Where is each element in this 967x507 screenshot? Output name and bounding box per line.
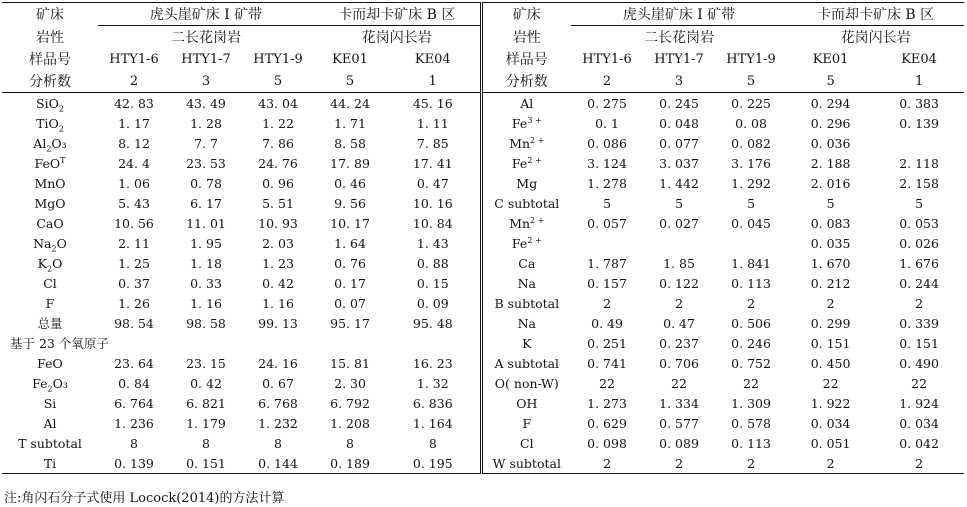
oxide-value: 8 — [274, 435, 282, 451]
oxide-value: 1. 236 — [114, 415, 154, 431]
oxide-value: 10. 84 — [386, 213, 481, 233]
oxide-label: Cl — [43, 275, 57, 291]
analysis-count: 5 — [242, 70, 314, 93]
cation-value: 3. 176 — [731, 155, 771, 171]
cation-value: 1. 922 — [810, 395, 851, 411]
oxide-value: 24. 4 — [118, 155, 150, 171]
cation-value: 0. 450 — [810, 355, 851, 371]
oxide-value: 0. 78 — [190, 175, 222, 191]
section-label: 基于 23 个氧原子 — [2, 333, 481, 353]
oxide-value: 8 — [202, 435, 210, 451]
cation-value: 3. 037 — [659, 155, 699, 171]
cation-label: A subtotal — [494, 355, 560, 371]
oxide-value: 0. 15 — [386, 273, 481, 293]
cation-value: 0. 122 — [659, 275, 699, 291]
cation-value: 0. 629 — [587, 415, 627, 431]
cation-value: 0. 47 — [663, 315, 695, 331]
sample-id: KE01 — [332, 51, 368, 67]
oxide-label: CaO — [36, 215, 64, 231]
oxide-value: 5. 51 — [262, 195, 294, 211]
row-label-sample: 样品号 — [29, 52, 71, 68]
cation-value: 0. 237 — [659, 335, 699, 351]
table-row — [2, 393, 964, 413]
cation-value: 0. 083 — [810, 215, 851, 231]
sample-id: HTY1-7 — [181, 51, 231, 67]
cation-value: 1. 442 — [659, 175, 699, 191]
cation-value — [643, 233, 715, 253]
row-label-lithology: 岩性 — [36, 29, 64, 46]
oxide-value: 8 — [386, 433, 481, 453]
cation-value: 0. 49 — [591, 315, 623, 331]
table-row — [2, 113, 964, 133]
cation-value: 1. 85 — [663, 255, 695, 271]
analysis-count-right: 3 — [643, 70, 715, 93]
cation-value: 2. 016 — [810, 175, 851, 191]
cation-value: 22 — [671, 375, 687, 391]
oxide-value: 7. 86 — [262, 135, 294, 151]
oxide-value: 0. 88 — [386, 253, 481, 273]
cation-value: 0. 082 — [731, 135, 771, 151]
cation-value: 0. 299 — [810, 315, 851, 331]
cation-value: 0. 752 — [731, 355, 771, 371]
cation-value: 0. 036 — [810, 135, 851, 151]
cation-value: 2 — [715, 453, 787, 474]
cation-label: OH — [516, 395, 538, 411]
row-label-count-right: 分析数 — [481, 70, 571, 93]
cation-value: 1. 676 — [899, 255, 939, 271]
cation-value: 0. 151 — [899, 335, 939, 351]
cation-value: 22 — [911, 375, 928, 391]
oxide-value: 0. 17 — [334, 275, 366, 291]
analysis-count-right: 5 — [787, 70, 874, 93]
analysis-count-right: 1 — [874, 70, 964, 93]
cation-value: 0. 225 — [731, 95, 771, 111]
cation-value: 0. 077 — [659, 135, 699, 151]
oxide-value: 6. 768 — [258, 395, 298, 411]
oxide-value: 1. 28 — [190, 115, 222, 131]
table-row — [2, 93, 964, 114]
cation-value: 1. 841 — [731, 255, 771, 271]
cation-value: 0. 383 — [899, 95, 939, 111]
oxide-label: 总量 — [37, 316, 63, 331]
table-row — [2, 433, 964, 453]
cation-value: 5 — [675, 195, 684, 211]
oxide-value: 11. 01 — [186, 215, 226, 231]
cation-value: 0. 706 — [659, 355, 699, 371]
oxide-value: 0. 144 — [242, 453, 314, 474]
cation-value: 2 — [747, 295, 756, 311]
cation-value: 0. 490 — [899, 355, 939, 371]
oxide-value: 0. 42 — [262, 275, 294, 291]
group2-rock-right: 花岗闪长岩 — [840, 30, 911, 46]
cation-value: 2. 118 — [899, 155, 939, 171]
oxide-value: 98. 54 — [114, 315, 154, 331]
analysis-count: 3 — [170, 70, 242, 93]
group1-title: 虎头崖矿床 I 矿带 — [98, 3, 314, 26]
oxide-value: 10. 17 — [330, 215, 370, 231]
cation-value: 1. 334 — [659, 395, 699, 411]
cation-value: 2 — [915, 295, 924, 311]
table-row — [2, 373, 964, 393]
cation-value: 0. 086 — [587, 135, 627, 151]
oxide-value: 43. 04 — [258, 95, 298, 111]
oxide-value: 23. 15 — [186, 355, 226, 371]
oxide-label: FeO$^T$ — [34, 155, 66, 171]
oxide-value: 16. 23 — [386, 353, 481, 373]
table-row — [2, 253, 964, 273]
oxide-value: 95. 48 — [386, 313, 481, 333]
cation-value: 3. 124 — [587, 155, 627, 171]
oxide-label: T subtotal — [18, 435, 82, 451]
table-footnote: 注:角闪石分子式使用 Locock(2014)的方法计算 — [4, 491, 285, 506]
oxide-value: 1. 18 — [190, 255, 222, 271]
oxide-value: 1. 64 — [334, 235, 366, 251]
cation-value: 22 — [822, 375, 839, 391]
cation-label: $Mn^{2 +}$ — [509, 215, 545, 231]
cation-value: 0. 026 — [899, 235, 939, 251]
oxide-value: 5. 43 — [118, 195, 150, 211]
oxide-value: 1. 06 — [118, 175, 150, 191]
cation-value: 0. 294 — [810, 95, 851, 111]
cation-value: 0. 139 — [899, 115, 939, 131]
oxide-value: 0. 37 — [118, 275, 150, 291]
oxide-value: 0. 67 — [262, 375, 294, 391]
oxide-value: 45. 16 — [386, 93, 481, 114]
cation-label: $Mn^{2 +}$ — [509, 135, 545, 151]
row-label-deposit: 矿床 — [2, 3, 98, 26]
sample-id-right: KE04 — [901, 51, 937, 67]
cation-label: Mg — [516, 175, 538, 191]
row-label-deposit-right: 矿床 — [481, 3, 571, 26]
amphibole-table-container — [2, 2, 964, 506]
oxide-value: 1. 23 — [262, 255, 294, 271]
oxide-value: 6. 836 — [386, 393, 481, 413]
oxide-label: TiO$_2$ — [36, 115, 64, 133]
cation-label: Al — [520, 95, 534, 111]
oxide-value: 1. 43 — [386, 233, 481, 253]
cation-value: 0. 244 — [899, 275, 939, 291]
oxide-value: 10. 93 — [258, 215, 298, 231]
oxide-value: 6. 792 — [330, 395, 370, 411]
oxide-value: 1. 232 — [258, 415, 298, 431]
table-row — [2, 193, 964, 213]
cation-value: 0. 506 — [731, 315, 771, 331]
oxide-label: SiO$_2$ — [36, 95, 64, 113]
cation-label: Cl — [520, 435, 534, 451]
cation-value: 0. 034 — [810, 415, 851, 431]
oxide-label: $Al_2O_3$ — [33, 135, 67, 153]
cation-value — [874, 133, 964, 153]
oxide-label: MnO — [34, 175, 66, 191]
oxide-value: 98. 58 — [186, 315, 226, 331]
oxide-value: 7. 7 — [194, 135, 218, 151]
cation-label: C subtotal — [494, 195, 560, 211]
oxide-value: 0. 139 — [98, 453, 170, 474]
cation-value: 5 — [826, 195, 835, 211]
oxide-value: 1. 95 — [190, 235, 222, 251]
group1-rock: 二长花岗岩 — [171, 30, 242, 46]
table-row — [2, 233, 964, 253]
table-row — [2, 133, 964, 153]
table-row — [2, 293, 964, 313]
oxide-value: 0. 47 — [386, 173, 481, 193]
cation-value: 1. 273 — [587, 395, 627, 411]
oxide-value: 2. 11 — [118, 235, 150, 251]
cation-value: 0. 296 — [810, 115, 851, 131]
analysis-count-right: 5 — [715, 70, 787, 93]
table-row — [2, 333, 964, 353]
cation-value: 2 — [826, 295, 835, 311]
oxide-value: 1. 32 — [386, 373, 481, 393]
oxide-value: 24. 16 — [258, 355, 298, 371]
cation-value: 2 — [603, 295, 612, 311]
oxide-value: 8. 58 — [334, 135, 366, 151]
cation-label: $Fe^{2 +}$ — [511, 235, 542, 251]
cation-value: 0. 045 — [731, 215, 771, 231]
cation-value: 0. 034 — [899, 415, 939, 431]
oxide-label: F — [45, 295, 55, 311]
cation-value: 0. 051 — [810, 435, 851, 451]
cation-value: 0. 251 — [587, 335, 627, 351]
oxide-value: 1. 16 — [190, 295, 222, 311]
cation-value — [715, 233, 787, 253]
cation-value: 0. 048 — [659, 115, 699, 131]
sample-id: KE04 — [386, 48, 481, 70]
oxide-value: 1. 16 — [262, 295, 294, 311]
oxide-value: 99. 13 — [258, 315, 298, 331]
analysis-count: 1 — [386, 70, 481, 93]
cation-value: 0. 741 — [587, 355, 627, 371]
group2-title: 卡而却卡矿床 B 区 — [314, 3, 481, 26]
oxide-label: Ti — [2, 453, 98, 474]
cation-value: 5 — [747, 195, 756, 211]
oxide-value: 0. 09 — [386, 293, 481, 313]
cation-label: $Fe^{2 +}$ — [511, 155, 542, 171]
oxide-value: 43. 49 — [186, 95, 226, 111]
cation-value: 1. 278 — [587, 175, 627, 191]
cation-value: 0. 339 — [899, 315, 939, 331]
group2-rock: 花岗闪长岩 — [314, 26, 481, 49]
cation-value: 0. 035 — [810, 235, 851, 251]
oxide-label: Si — [43, 395, 57, 411]
cation-value: 1. 924 — [899, 395, 939, 411]
analysis-count: 5 — [314, 70, 386, 93]
oxide-value: 0. 84 — [118, 375, 150, 391]
row-label-count: 分析数 — [2, 70, 98, 93]
oxide-value: 10. 16 — [386, 193, 481, 213]
table-row — [2, 353, 964, 373]
cation-value: 0. 212 — [810, 275, 851, 291]
oxide-value: 1. 22 — [262, 115, 294, 131]
oxide-value: 0. 151 — [170, 453, 242, 474]
oxide-value: 1. 11 — [386, 113, 481, 133]
table-row — [2, 273, 964, 293]
oxide-value: 7. 85 — [386, 133, 481, 153]
cation-label: Na — [517, 275, 536, 291]
oxide-value: 0. 189 — [314, 453, 386, 474]
oxide-label: $K_2O$ — [37, 255, 63, 273]
cation-label: Na — [517, 315, 536, 331]
cation-value: 0. 245 — [659, 95, 699, 111]
oxide-value: 15. 81 — [330, 355, 370, 371]
cation-label: K — [522, 335, 532, 351]
cation-value: 2 — [675, 295, 684, 311]
oxide-value: 8. 12 — [118, 135, 150, 151]
group1-title-right: 虎头崖矿床 I 矿带 — [571, 3, 787, 26]
oxide-value: 95. 17 — [330, 315, 370, 331]
cation-value: 0. 027 — [659, 215, 699, 231]
oxide-value: 9. 56 — [334, 195, 366, 211]
group2-title-right: 卡而却卡矿床 B 区 — [787, 3, 964, 26]
table-row — [2, 413, 964, 433]
oxide-value: 42. 83 — [114, 95, 154, 111]
oxide-value: 17. 41 — [386, 153, 481, 173]
cation-value: 2 — [874, 453, 964, 474]
oxide-value: 6. 17 — [190, 195, 222, 211]
oxide-value: 0. 07 — [334, 295, 366, 311]
cation-value: 2 — [643, 453, 715, 474]
analysis-count-right: 2 — [571, 70, 643, 93]
table-row — [2, 313, 964, 333]
cation-value: 0. 089 — [659, 435, 699, 451]
cation-value: 2 — [787, 453, 874, 474]
amphibole-composition-table — [2, 2, 964, 474]
oxide-value: 1. 17 — [118, 115, 150, 131]
sample-id-right: HTY1-6 — [582, 51, 632, 67]
cation-label: $Fe^{3 +}$ — [511, 115, 542, 131]
cation-value: 1. 292 — [731, 175, 771, 191]
sample-id-right: HTY1-9 — [726, 51, 776, 67]
cation-value: 5 — [603, 195, 612, 211]
group1-rock-right: 二长花岗岩 — [644, 30, 715, 46]
row-label-lithology-right: 岩性 — [512, 29, 541, 46]
sample-id: HTY1-9 — [253, 51, 303, 67]
oxide-value: 2. 30 — [334, 375, 366, 391]
oxide-value: 17. 89 — [330, 155, 370, 171]
cation-value: 0. 577 — [659, 415, 699, 431]
cation-value: 0. 057 — [587, 215, 627, 231]
cation-value: 22 — [599, 375, 615, 391]
cation-label: Ca — [518, 255, 536, 271]
cation-value: 1. 787 — [587, 255, 627, 271]
cation-value: 2. 158 — [899, 175, 939, 191]
oxide-value: 24. 76 — [258, 155, 298, 171]
cation-value: 0. 157 — [587, 275, 627, 291]
oxide-label: Al — [43, 415, 57, 431]
oxide-value: 1. 164 — [386, 413, 481, 433]
oxide-value: 0. 46 — [334, 175, 366, 191]
oxide-value: 0. 76 — [334, 255, 366, 271]
cation-value: 0. 053 — [899, 215, 939, 231]
oxide-value: 0. 33 — [190, 275, 222, 291]
oxide-value: 1. 179 — [186, 415, 226, 431]
oxide-value: 23. 53 — [186, 155, 226, 171]
cation-value: 1. 309 — [731, 395, 771, 411]
cation-value: 2. 188 — [810, 155, 851, 171]
oxide-label: $Na_2O$ — [33, 235, 67, 253]
cation-value: 0. 275 — [587, 95, 627, 111]
cation-label: F — [522, 415, 532, 431]
oxide-value: 0. 96 — [262, 175, 294, 191]
oxide-value: 1. 208 — [330, 415, 370, 431]
cation-label: O( non-W) — [494, 375, 559, 391]
cation-value: 0. 08 — [735, 115, 767, 131]
table-row — [2, 213, 964, 233]
oxide-value: 0. 42 — [190, 375, 222, 391]
oxide-value: 10. 56 — [114, 215, 154, 231]
table-row — [2, 173, 964, 193]
sample-id-right: KE01 — [812, 51, 849, 67]
oxide-value: 1. 26 — [118, 295, 150, 311]
cation-label: W subtotal — [481, 453, 571, 474]
cation-value: 0. 113 — [731, 275, 771, 291]
oxide-value: 23. 64 — [114, 355, 154, 371]
oxide-value: 8 — [346, 435, 354, 451]
cation-value: 0. 151 — [810, 335, 851, 351]
oxide-value: 0. 195 — [386, 453, 481, 474]
cation-label: B subtotal — [494, 295, 560, 311]
cation-value: 0. 578 — [731, 415, 771, 431]
cation-value: 2 — [571, 453, 643, 474]
oxide-value: 1. 71 — [334, 115, 366, 131]
cation-value: 22 — [743, 375, 760, 391]
oxide-value: 2. 03 — [262, 235, 294, 251]
oxide-label: $Fe_2O_3$ — [32, 375, 68, 393]
cation-value: 0. 246 — [731, 335, 771, 351]
table-row — [2, 153, 964, 173]
cation-value — [571, 233, 643, 253]
oxide-label: FeO — [37, 355, 63, 371]
oxide-value: 8 — [130, 435, 138, 451]
cation-value: 5 — [915, 195, 924, 211]
cation-value: 0. 098 — [587, 435, 627, 451]
cation-value: 0. 113 — [731, 435, 771, 451]
cation-value: 0. 042 — [899, 435, 939, 451]
oxide-value: 1. 25 — [118, 255, 150, 271]
cation-value: 0. 1 — [595, 115, 619, 131]
sample-id: HTY1-6 — [109, 51, 159, 67]
cation-value: 1. 670 — [810, 255, 851, 271]
oxide-value: 6. 764 — [114, 395, 154, 411]
oxide-value: 44. 24 — [330, 95, 370, 111]
table-row — [2, 453, 964, 474]
sample-id-right: HTY1-7 — [654, 51, 704, 67]
analysis-count: 2 — [98, 70, 170, 93]
oxide-label: MgO — [34, 195, 66, 211]
row-label-sample-right: 样品号 — [505, 52, 548, 68]
oxide-value: 6. 821 — [186, 395, 226, 411]
